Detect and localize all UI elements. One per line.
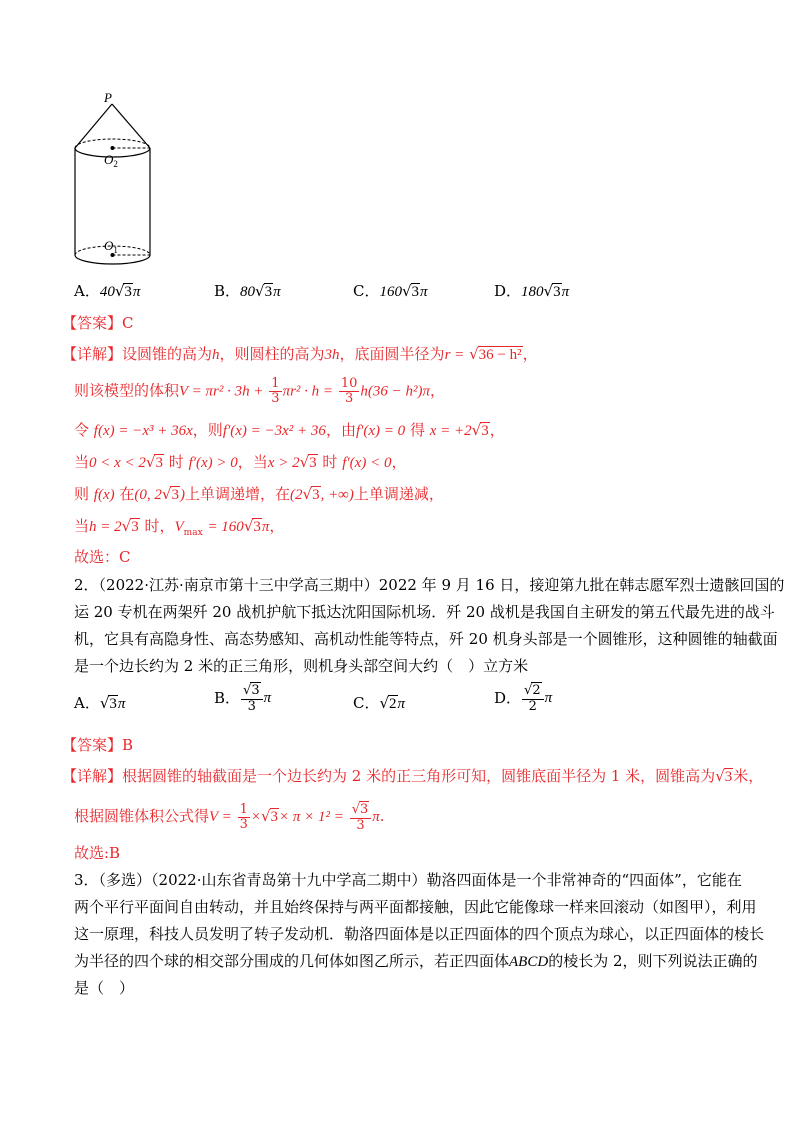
q3-stem-line2: 两个平行平面间自由转动，并且始终保持与两平面都接触，因此它能像球一样来回滚动（如图甲），利用 (74, 898, 757, 916)
q3-stem-line3: 这一原理，科技人员发明了转子发动机．勒洛四面体是以正四面体的四个顶点为球心，以正四面体的棱长 (74, 925, 765, 943)
q2-select: 故选:B (74, 844, 121, 862)
q1-options (74, 280, 734, 302)
q2-options (74, 682, 734, 722)
q2-option-d: D． $\frac{√2}{2}$ π (494, 683, 553, 714)
q3-stem-line5: 是（ ） (74, 979, 135, 997)
q3-stem-line4: 为半径的四个球的相交部分围成的几何体如图乙所示，若正四面体ABCD的棱长为 2，则下列说法正确的 (74, 952, 758, 970)
q1-option-a: A．40√3π (74, 282, 141, 300)
q2-option-b: B． $\frac{√3}{3}$ π (214, 683, 272, 714)
q1-detail-line4: 当0 < x < 2√3 时 f′(x) > 0，当x > 2√3 时 f′(x) < 0， (74, 453, 407, 471)
q2-answer: 【答案】B (62, 736, 134, 754)
q2-option-a: A．√3π (74, 694, 126, 712)
q1-option-c: C．160√3π (353, 282, 428, 300)
q2-detail-line1: 【详解】根据圆锥的轴截面是一个边长约为 2 米的正三角形可知，圆锥底面半径为 1 米，圆锥高为√3米， (62, 767, 764, 785)
label-p: P (104, 90, 112, 105)
q1-option-b: B．80√3π (214, 282, 281, 300)
q1-detail-line3: 令 f(x) = −x³ + 36x，则f′(x) = −3x² + 36，由f′(x) = 0 得 x = +2√3， (74, 421, 505, 439)
q2-stem-line4: 是一个边长约为 2 米的正三角形，则机身头部空间大约（ ）立方米 (74, 657, 529, 675)
q2-stem-line2: 运 20 专机在两架歼 20 战机护航下抵达沈阳国际机场．歼 20 战机是我国自主研发的第五代最先进的战斗 (74, 603, 775, 621)
q1-answer: 【答案】C (62, 314, 134, 332)
q2-option-c: C．√2π (353, 694, 406, 712)
q2-detail-line2: 根据圆锥体积公式得V = $\frac{1}{3}$ ×√3× π × 1² = $\frac{√3}{3}$ π. (74, 801, 385, 833)
label-o2: $O_2$ (104, 152, 118, 169)
q1-detail-line6: 当h = 2√3 时，$V_{max} = 160√3\pi$， (74, 517, 285, 538)
q2-stem-line1: 2．（2022·江苏·南京市第十三中学高三期中）2022 年 9 月 16 日，接迎第九批在韩志愿军烈士遗骸回国的 (74, 576, 785, 594)
cone-cylinder-figure (60, 90, 190, 270)
q1-detail-line2: 则该模型的体积V = πr² · 3h + $\frac{1}{3}$ πr² · h = $\frac{10}{3}$ h(36 − h²)π， (74, 376, 446, 406)
q1-option-d: D．180√3π (494, 282, 570, 300)
label-o1: $O_1$ (104, 238, 118, 255)
q2-stem-line3: 机，它具有高隐身性、高态势感知、高机动性能等特点，歼 20 机身头部是一个圆锥形，这种圆锥的轴截面 (74, 630, 778, 648)
q1-select: 故选：C (74, 548, 131, 566)
q1-detail-line1: 【详解】设圆锥的高为h，则圆柱的高为3h，底面圆半径为r = √36 − h²， (62, 345, 538, 363)
q1-detail-line5: 则 f(x) 在(0, 2√3)上单调递增，在(2√3, +∞)上单调递减， (74, 485, 444, 503)
q3-stem-line1: 3．（多选）（2022·山东省青岛第十九中学高二期中）勒洛四面体是一个非常神奇的“四面体”，它能在 (74, 871, 742, 889)
